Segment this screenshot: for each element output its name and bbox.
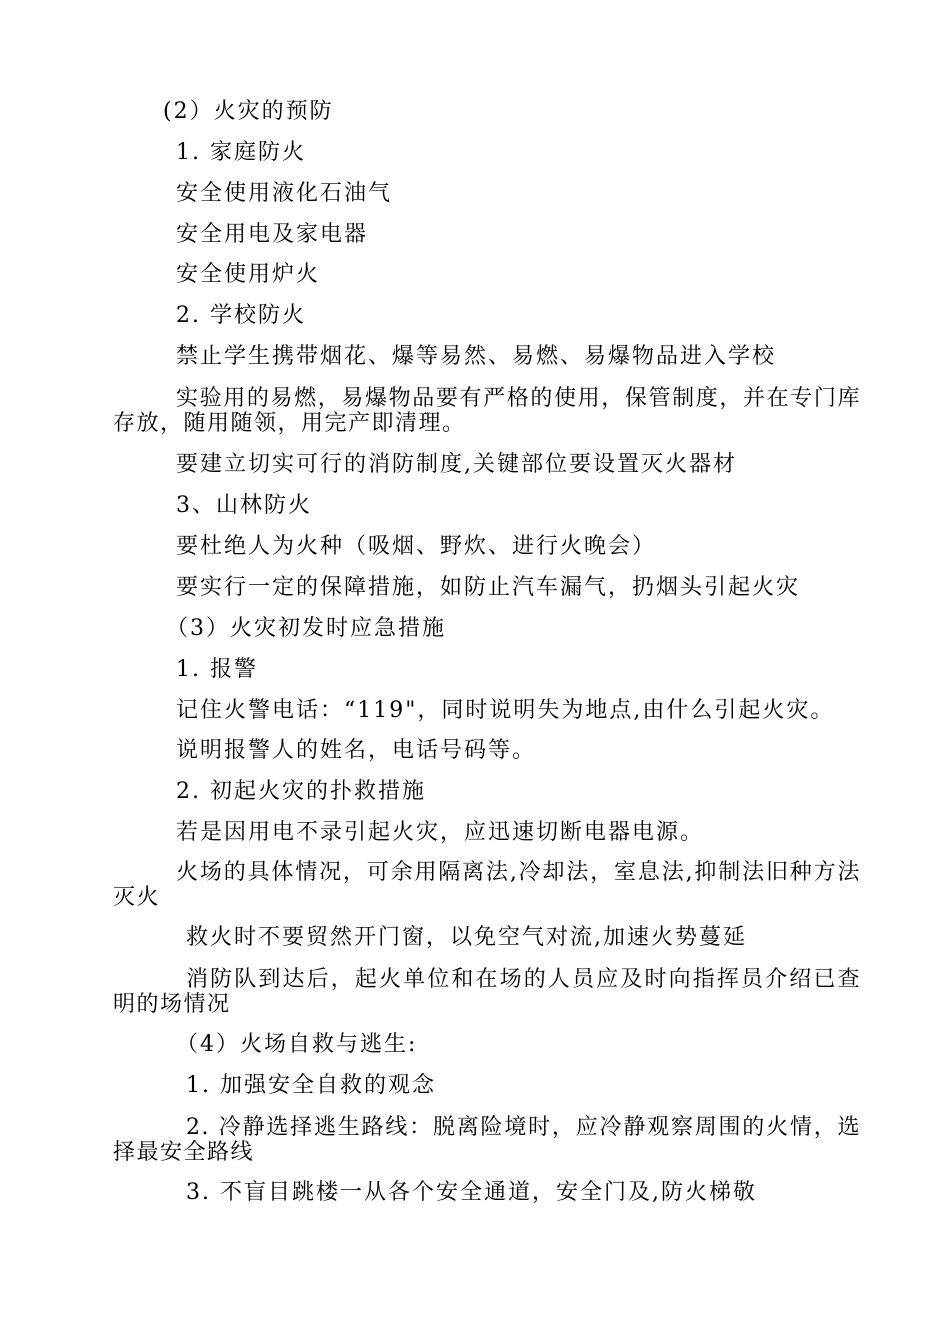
paragraph-stove: 安全使用炉火 — [176, 262, 321, 287]
paragraph-cut-power: 若是因用电不录引起火灾，应迅速切断电器电源。 — [176, 820, 705, 845]
subheading-initial-firefighting: 2. 初起火灾的扑救措施 — [176, 779, 426, 804]
subheading-school-fire-prevention: 2. 学校防火 — [176, 303, 306, 328]
paragraph-lpg: 安全使用液化石油气 — [176, 181, 393, 206]
paragraph-windows: 救火时不要贸然开门窗，以免空气对流,加速火势蔓延 — [186, 925, 747, 950]
section-heading-self-rescue: （4）火场自救与逃生: — [176, 1032, 418, 1057]
paragraph-extinguish-methods: 火场的具体情况，可余用隔离法,冷却法，室息法,抑制法旧种方法灭火 — [113, 860, 861, 910]
paragraph-no-jumping: 3. 不盲目跳楼一从各个安全通道，安全门及,防火梯敬 — [186, 1180, 757, 1205]
paragraph-lab-materials: 实验用的易燃，易爆物品要有严格的使用，保管制度，并在专门库存放，随用随领，用完产即清理。 — [113, 386, 861, 436]
paragraph-prohibit-fireworks: 禁止学生携带烟花、爆等易然、易燃、易爆物品进入学校 — [176, 344, 777, 369]
paragraph-human-fire: 要杜绝人为火种（吸烟、野炊、进行火晚会） — [176, 534, 657, 559]
subheading-alarm: 1. 报警 — [176, 657, 258, 682]
subheading-home-fire-prevention: 1. 家庭防火 — [176, 140, 306, 165]
paragraph-fire-brigade: 消防队到达后，起火单位和在场的人员应及时向指挥员介绍已查明的场情况 — [113, 967, 861, 1017]
subheading-self-rescue-awareness: 1. 加强安全自救的观念 — [186, 1073, 436, 1098]
paragraph-electricity: 安全用电及家电器 — [176, 222, 369, 247]
section-heading-emergency: （3）火灾初发时应急措施 — [166, 616, 446, 641]
paragraph-fire-system: 要建立切实可行的消防制度,关键部位要设置灭火器材 — [176, 452, 737, 477]
paragraph-safety-measures: 要实行一定的保障措施，如防止汽车漏气，扔烟头引起火灾 — [176, 575, 801, 600]
paragraph-escape-route: 2. 冷静选择逃生路线：脱离险境时，应冷静观察周围的火情，选择最安全路线 — [113, 1115, 861, 1165]
paragraph-reporter-info: 说明报警人的姓名，电话号码等。 — [176, 738, 537, 763]
subheading-forest-fire-prevention: 3、山林防火 — [176, 493, 312, 518]
paragraph-fire-phone: 记住火警电话：“119"，同时说明失为地点,由什么引起火灾。 — [176, 698, 835, 723]
section-heading-fire-prevention: (2）火灾的预防 — [163, 99, 334, 124]
